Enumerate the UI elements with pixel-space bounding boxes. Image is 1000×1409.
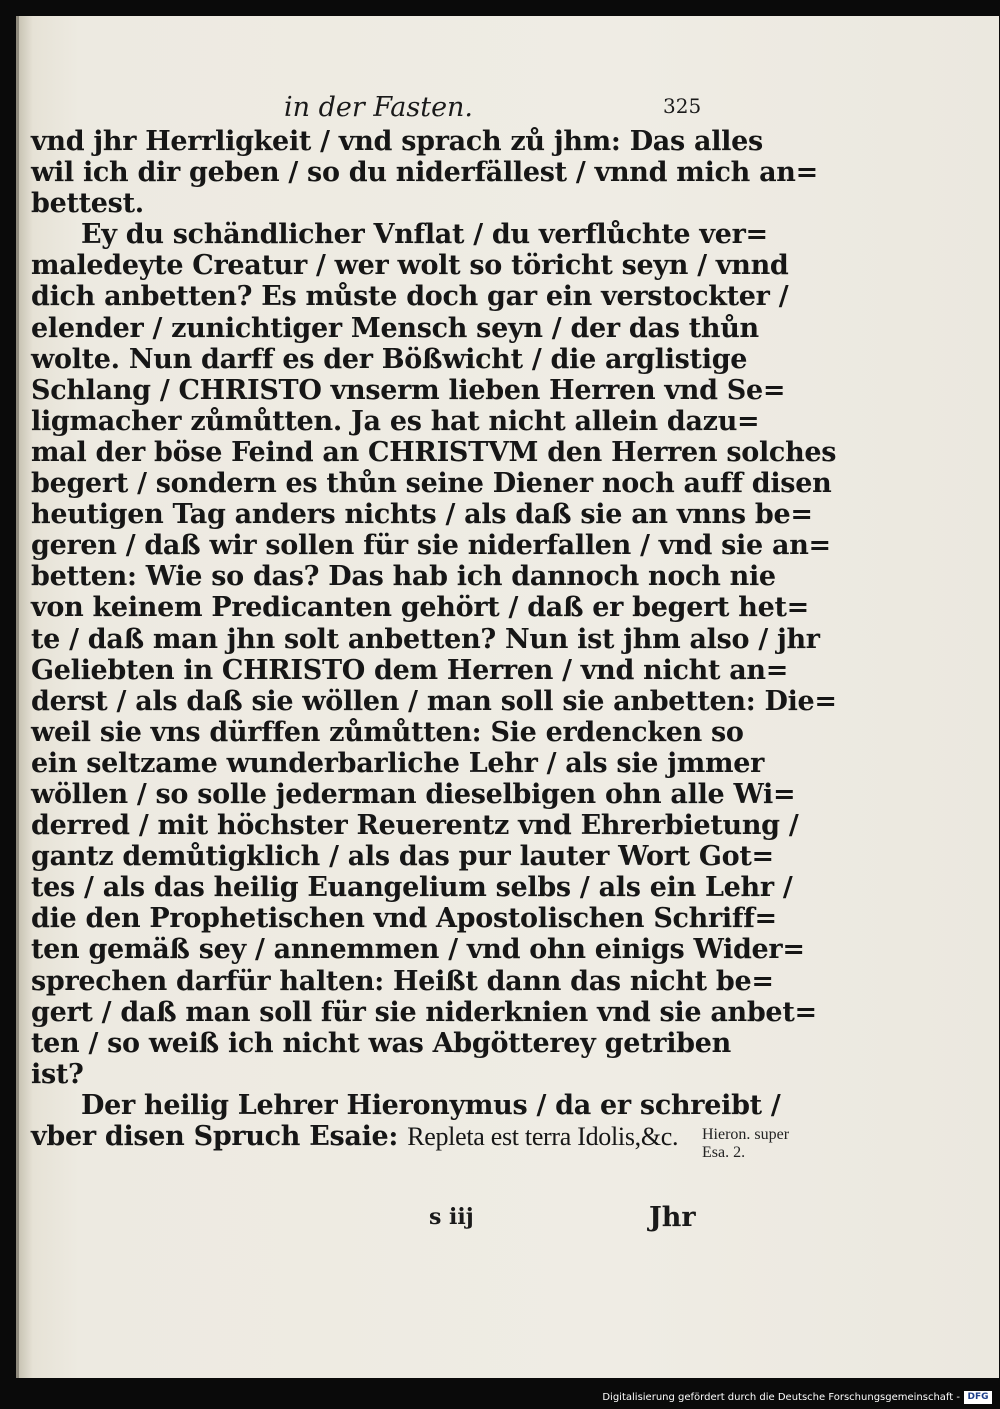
text-line: Geliebten in CHRISTO dem Herren / vnd nicht an= [31,654,789,686]
text-line [31,1121,721,1152]
text-line: begert / sondern es thůn seine Diener noch auff disen [31,468,832,500]
margin-note-line: Hieron. super [702,1126,790,1143]
text-line: von keinem Predicanten gehört / daß er begert het= [31,592,809,624]
dfg-logo-icon: DFG [964,1391,992,1404]
text-line: derst / als daß sie wöllen / man soll sie anbetten: Die= [31,685,837,717]
page-number: 325 [663,94,702,118]
text-line: elender / zunichtiger Mensch seyn / der das thůn [31,312,759,344]
text-line: ten gemäß sey / annemmen / vnd ohn einigs Wider= [31,934,805,966]
catchword: Jhr [649,1202,696,1233]
text-line: mal der böse Feind an CHRISTVM den Herren solches [31,436,837,468]
text-line: ist? [31,1058,84,1090]
text-line: wil ich dir geben / so du niderfällest / vnnd mich an= [31,157,818,189]
text-line: betten: Wie so das? Das hab ich dannoch noch nie [31,561,776,593]
text-line: ten / so weiß ich nicht was Abgötterey getriben [31,1027,731,1059]
text-line-german: vber disen Spruch Esaie: [31,1121,408,1152]
text-line: wöllen / so solle jederman dieselbigen ohn alle Wi= [31,778,796,810]
margin-note-line: Esa. 2. [702,1144,746,1161]
text-line: ligmacher zůmůtten. Ja es hat nicht allein dazu= [31,405,760,437]
text-line: derred / mit höchster Reuerentz vnd Ehrerbietung / [31,810,799,842]
text-line: sprechen darfür halten: Heißt dann das nicht be= [31,965,774,997]
running-head: in der Fasten. [284,92,474,123]
text-line: heutigen Tag anders nichts / als daß sie an vnns be= [31,499,813,531]
text-line: tes / als das heilig Euangelium selbs / als ein Lehr / [31,872,793,904]
text-line: te / daß man jhn solt anbetten? Nun ist jhm also / jhr [31,623,820,655]
text-line: bettest. [31,188,144,220]
margin-note [702,1126,852,1162]
signature-mark: s iij [429,1204,474,1230]
text-line: weil sie vns dürffen zůmůtten: Sie erdencken so [31,716,744,748]
text-line: Ey du schändlicher Vnflat / du verflůchte ver= [81,219,768,251]
text-line: vnd jhr Herrligkeit / vnd sprach zů jhm: Das alles [31,126,763,157]
text-line: dich anbetten? Es můste doch gar ein verstockter / [31,281,789,313]
text-line: wolte. Nun darff es der Bößwicht / die arglistige [31,343,748,375]
page-header [19,90,999,130]
text-line: gert / daß man soll für sie niderknien vnd sie anbet= [31,996,817,1028]
text-line: die den Prophetischen vnd Apostolischen Schriff= [31,903,777,935]
text-line: Der heilig Lehrer Hieronymus / da er schreibt / [81,1089,781,1121]
text-line: geren / daß wir sollen für sie niderfallen / vnd sie an= [31,530,831,562]
digitization-bar [0,1380,1000,1409]
latin-quotation: Repleta est terra Idolis,&c. [407,1122,679,1151]
text-line: ein seltzame wunderbarliche Lehr / als sie jmmer [31,747,765,779]
text-line: gantz demůtigklich / als das pur lauter Wort Got= [31,841,774,873]
text-line: maledeyte Creatur / wer wolt so töricht seyn / vnnd [31,250,789,282]
text-line: Schlang / CHRISTO vnserm lieben Herren vnd Se= [31,374,786,406]
book-page [16,16,999,1378]
digitization-notice: Digitalisierung gefördert durch die Deutsche Forschungsgemeinschaft - [602,1392,960,1403]
